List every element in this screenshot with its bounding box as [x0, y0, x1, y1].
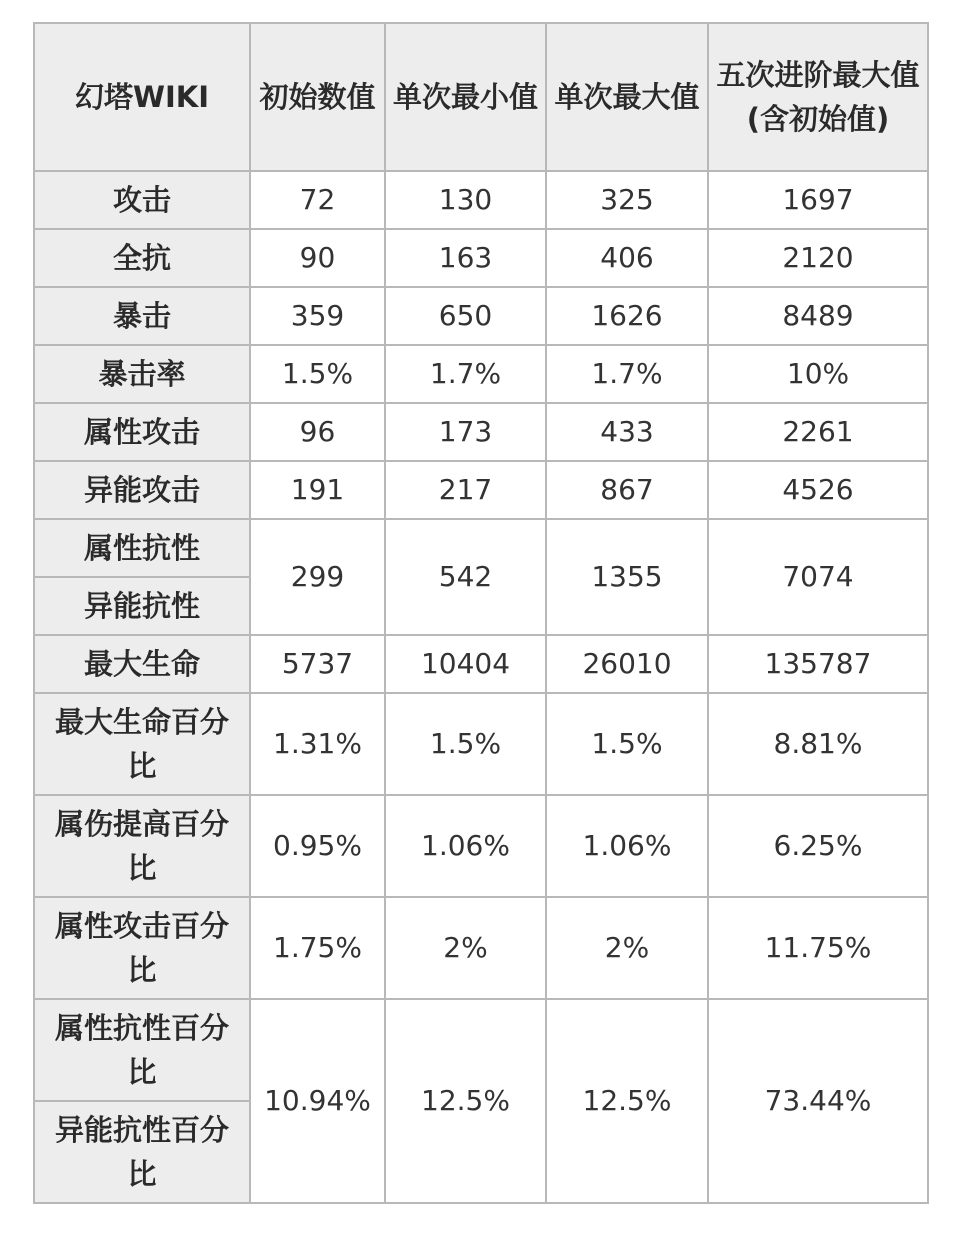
cell-five-max: 135787	[708, 635, 928, 693]
row-label: 属性抗性	[34, 519, 250, 577]
cell-single-max: 2%	[546, 897, 708, 999]
cell-initial: 10.94%	[250, 999, 385, 1203]
table-row	[34, 693, 928, 795]
row-label: 异能攻击	[34, 461, 250, 519]
cell-single-min: 1.5%	[385, 693, 546, 795]
table-row	[34, 345, 928, 403]
cell-single-min: 12.5%	[385, 999, 546, 1203]
header-row	[34, 23, 928, 171]
table-row	[34, 897, 928, 999]
cell-single-max: 1.7%	[546, 345, 708, 403]
table-row	[34, 403, 928, 461]
row-label: 属性抗性百分比	[34, 999, 250, 1101]
row-label: 属性攻击	[34, 403, 250, 461]
cell-five-max: 8489	[708, 287, 928, 345]
cell-initial: 299	[250, 519, 385, 635]
cell-five-max: 73.44%	[708, 999, 928, 1203]
cell-single-min: 163	[385, 229, 546, 287]
header-single-max: 单次最大值	[546, 23, 708, 171]
table-row	[34, 461, 928, 519]
row-label: 异能抗性百分比	[34, 1101, 250, 1203]
header-five-max: 五次进阶最大值(含初始值)	[708, 23, 928, 171]
cell-single-min: 2%	[385, 897, 546, 999]
cell-single-max: 867	[546, 461, 708, 519]
cell-initial: 1.75%	[250, 897, 385, 999]
cell-single-min: 1.06%	[385, 795, 546, 897]
cell-single-max: 325	[546, 171, 708, 229]
table-row	[34, 635, 928, 693]
cell-single-max: 1.06%	[546, 795, 708, 897]
cell-five-max: 11.75%	[708, 897, 928, 999]
cell-initial: 90	[250, 229, 385, 287]
cell-five-max: 8.81%	[708, 693, 928, 795]
row-label: 攻击	[34, 171, 250, 229]
cell-initial: 0.95%	[250, 795, 385, 897]
stats-table	[33, 22, 929, 1204]
cell-single-max: 1.5%	[546, 693, 708, 795]
cell-five-max: 6.25%	[708, 795, 928, 897]
cell-initial: 1.5%	[250, 345, 385, 403]
table-row	[34, 519, 928, 577]
table-row	[34, 795, 928, 897]
cell-five-max: 2120	[708, 229, 928, 287]
cell-five-max: 4526	[708, 461, 928, 519]
table-row	[34, 229, 928, 287]
row-label: 属性攻击百分比	[34, 897, 250, 999]
row-label: 暴击率	[34, 345, 250, 403]
cell-single-max: 12.5%	[546, 999, 708, 1203]
cell-single-min: 217	[385, 461, 546, 519]
cell-initial: 1.31%	[250, 693, 385, 795]
cell-five-max: 1697	[708, 171, 928, 229]
row-label: 全抗	[34, 229, 250, 287]
table-row	[34, 999, 928, 1101]
cell-single-max: 433	[546, 403, 708, 461]
cell-single-min: 10404	[385, 635, 546, 693]
row-label: 异能抗性	[34, 577, 250, 635]
cell-five-max: 7074	[708, 519, 928, 635]
row-label: 属伤提高百分比	[34, 795, 250, 897]
header-corner: 幻塔WIKI	[34, 23, 250, 171]
table-row	[34, 287, 928, 345]
cell-single-max: 1355	[546, 519, 708, 635]
cell-initial: 359	[250, 287, 385, 345]
cell-initial: 72	[250, 171, 385, 229]
cell-initial: 191	[250, 461, 385, 519]
row-label: 暴击	[34, 287, 250, 345]
cell-five-max: 10%	[708, 345, 928, 403]
row-label: 最大生命百分比	[34, 693, 250, 795]
cell-single-min: 1.7%	[385, 345, 546, 403]
table-row	[34, 171, 928, 229]
cell-five-max: 2261	[708, 403, 928, 461]
cell-single-max: 406	[546, 229, 708, 287]
cell-initial: 96	[250, 403, 385, 461]
cell-single-min: 130	[385, 171, 546, 229]
cell-initial: 5737	[250, 635, 385, 693]
cell-single-min: 650	[385, 287, 546, 345]
header-single-min: 单次最小值	[385, 23, 546, 171]
cell-single-min: 173	[385, 403, 546, 461]
cell-single-min: 542	[385, 519, 546, 635]
header-initial: 初始数值	[250, 23, 385, 171]
row-label: 最大生命	[34, 635, 250, 693]
cell-single-max: 1626	[546, 287, 708, 345]
cell-single-max: 26010	[546, 635, 708, 693]
